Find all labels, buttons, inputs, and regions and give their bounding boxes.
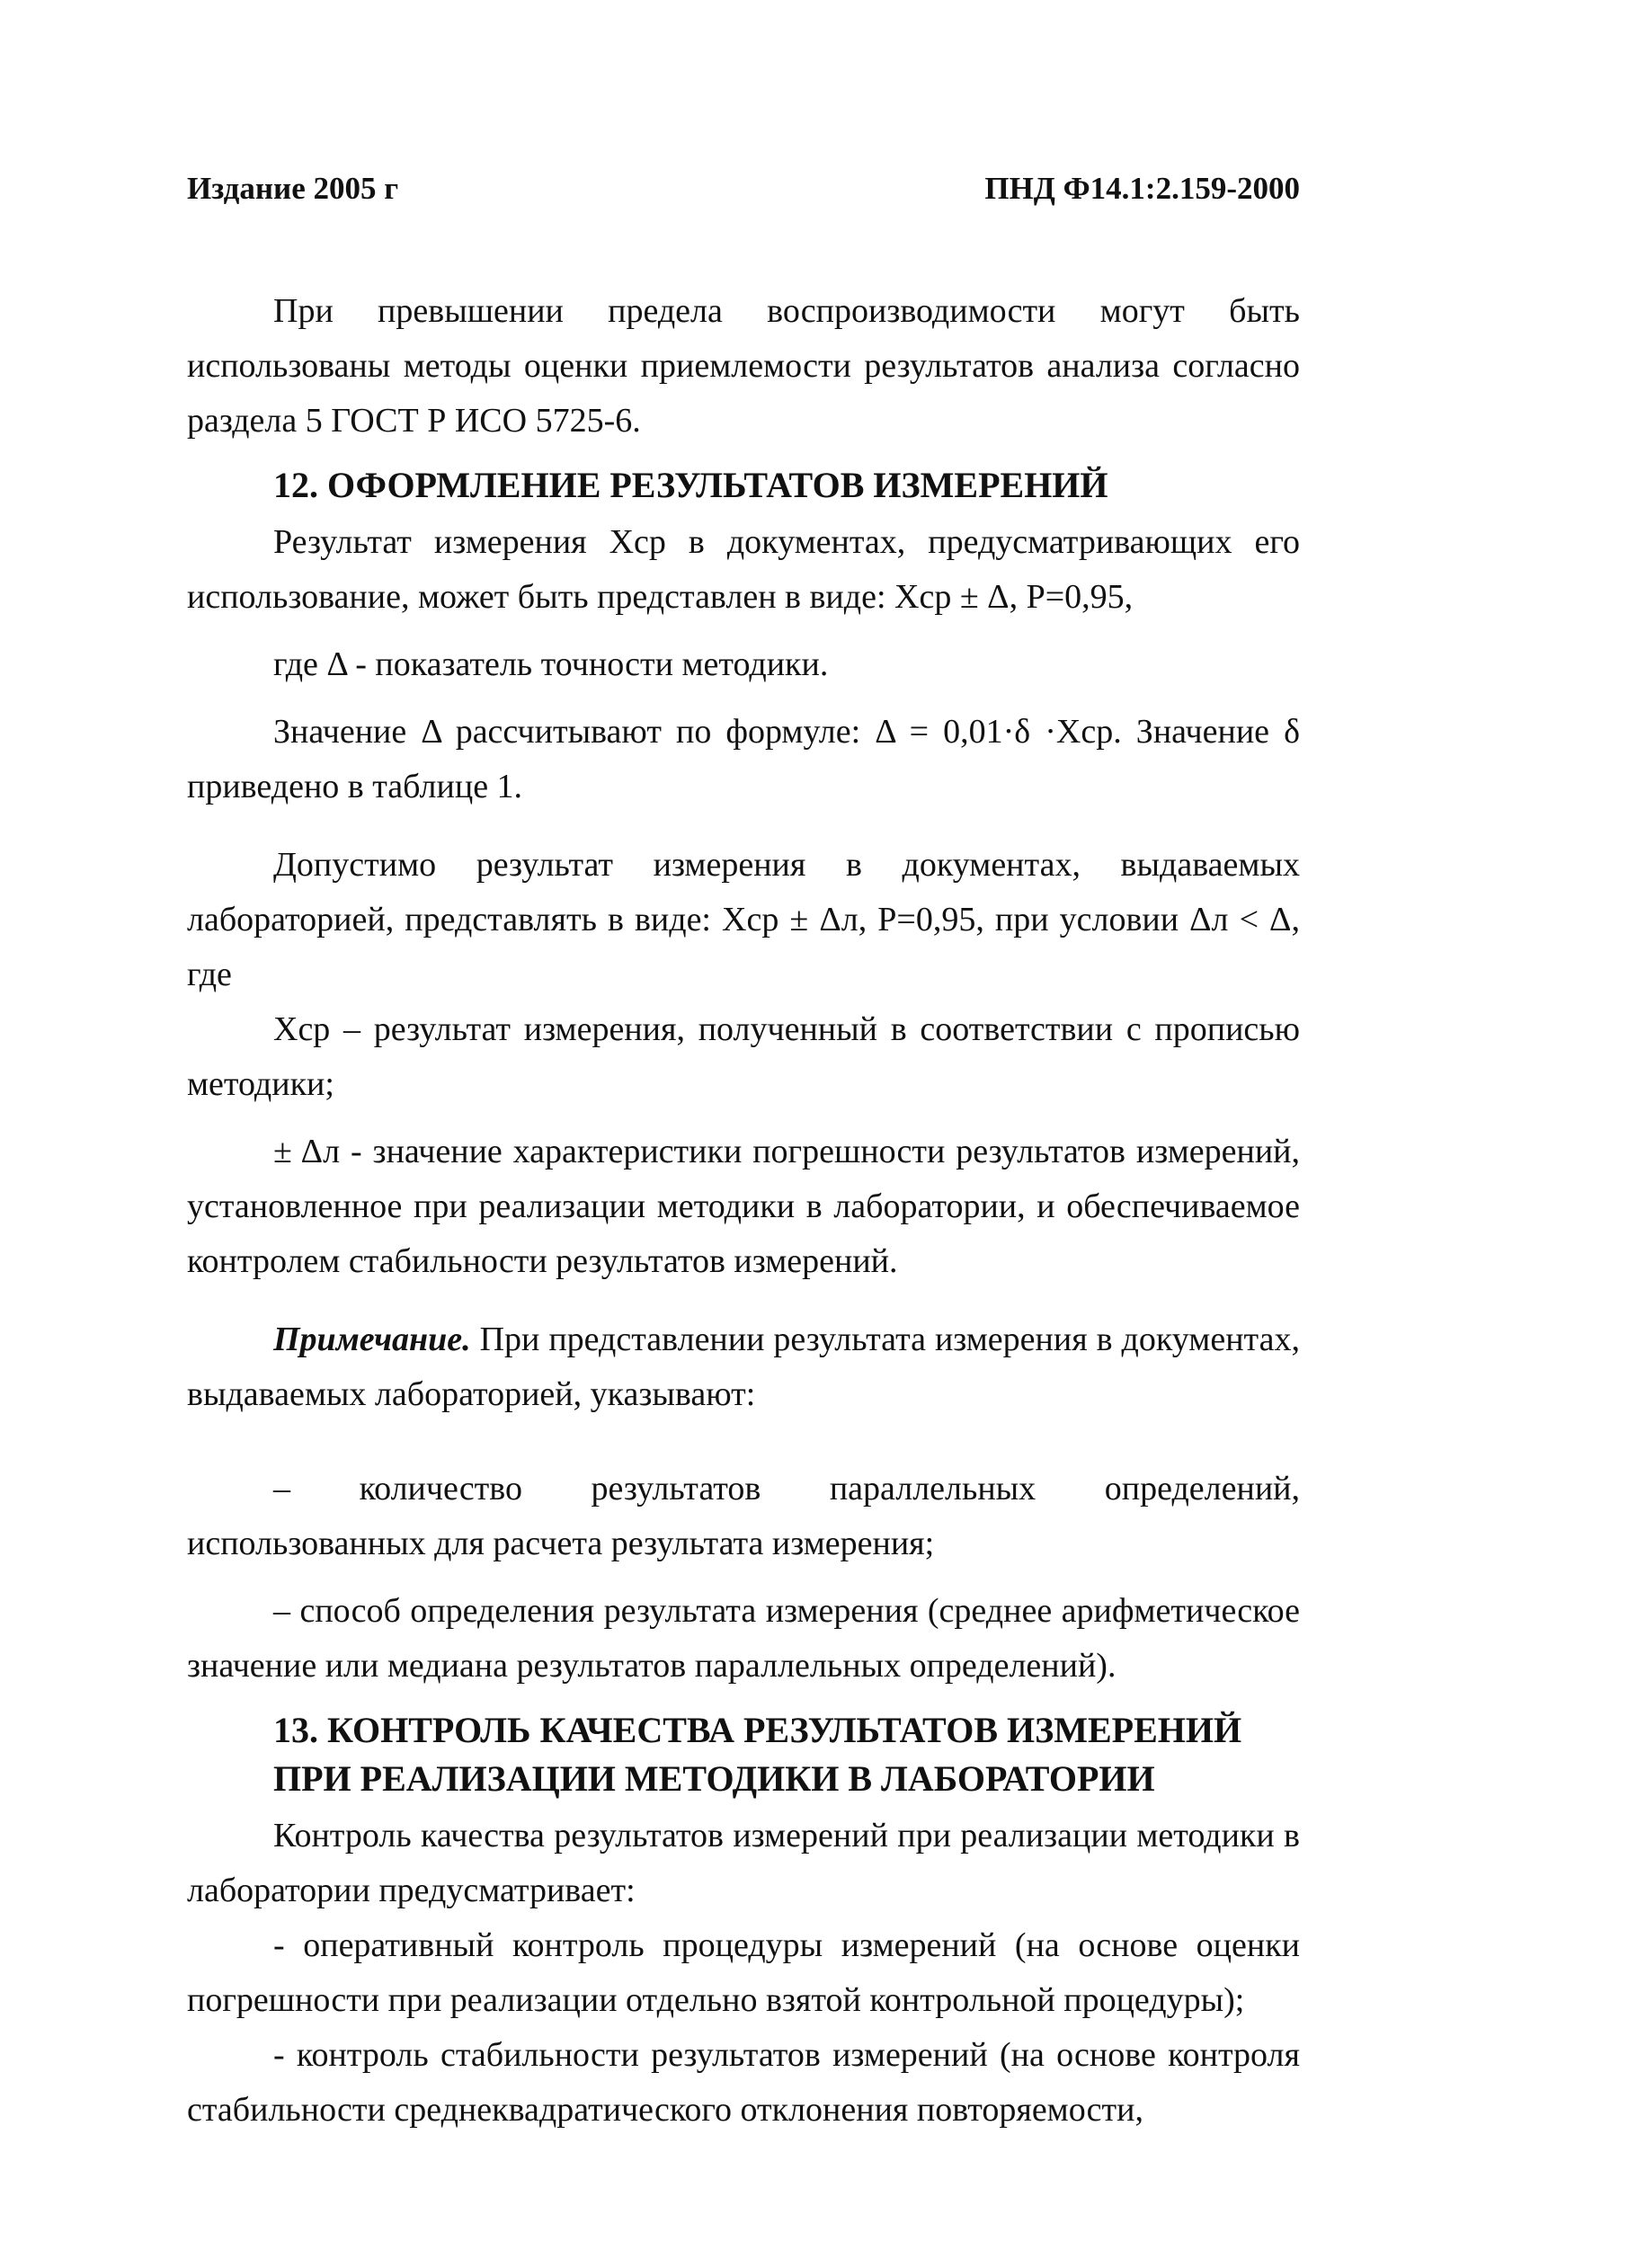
list-item-operative-control: - оперативный контроль процедуры измерений (на основе оценки погрешности при реализации отдельно взятой контрольной процедуры); (187, 1926, 1300, 2019)
note-text: При представлении результата измерения в документах, выдаваемых лабораторией, указывают: (187, 1321, 1300, 1413)
paragraph-xcp-def: Xср – результат измерения, полученный в соответствии с прописью методики; (187, 1010, 1300, 1103)
paragraph-note (187, 1312, 1300, 1422)
section-13-title: 13. КОНТРОЛЬ КАЧЕСТВА РЕЗУЛЬТАТОВ ИЗМЕРЕНИЙ ПРИ РЕАЛИЗАЦИИ МЕТОДИКИ В ЛАБОРАТОРИИ (273, 1710, 1242, 1799)
page-header (187, 171, 1300, 216)
note-label: Примечание. (273, 1321, 471, 1358)
paragraph-lab-result: Допустимо результат измерения в документах, выдаваемых лабораторией, представлять в виде: Xср ± Δл, Р=0,95, при условии Δл < Δ, где (187, 846, 1300, 993)
list-item-count: – количество результатов параллельных определений, использованных для расчета результата измерения; (187, 1470, 1300, 1562)
document-code: ПНД Ф14.1:2.159-2000 (984, 171, 1300, 206)
section-12-title: 12. ОФОРМЛЕНИЕ РЕЗУЛЬТАТОВ ИЗМЕРЕНИЙ (273, 465, 1108, 505)
paragraph-quality-control: Контроль качества результатов измерений при реализации методики в лаборатории предусматривает: (187, 1817, 1300, 1909)
paragraph-delta-formula: Значение Δ рассчитывают по формуле: Δ = 0,01·δ ·Xср. Значение δ приведено в таблице 1. (187, 713, 1300, 805)
paragraph-result-form: Результат измерения Xср в документах, предусматривающих его использование, может быть представлен в виде: Xср ± Δ, Р=0,95, (187, 523, 1300, 616)
edition-label: Издание 2005 г (187, 171, 399, 206)
paragraph-delta-lab-def: ± Δл - значение характеристики погрешности результатов измерений, установленное при реализации методики в лаборатории, и обеспечиваемое контролем стабильности результатов измерений. (187, 1133, 1300, 1280)
list-item-method: – способ определения результата измерения (среднее арифметическое значение или медиана результатов параллельных определений). (187, 1592, 1300, 1685)
paragraph-delta-def: где Δ - показатель точности методики. (273, 645, 829, 683)
list-item-stability-control: - контроль стабильности результатов измерений (на основе контроля стабильности среднеквадратического отклонения повторяемости, (187, 2036, 1300, 2129)
paragraph-reproducibility: При превышении предела воспроизводимости могут быть использованы методы оценки приемлемости результатов анализа согласно раздела 5 ГОСТ Р ИСО 5725-6. (187, 292, 1300, 440)
document-body (187, 284, 1300, 2138)
